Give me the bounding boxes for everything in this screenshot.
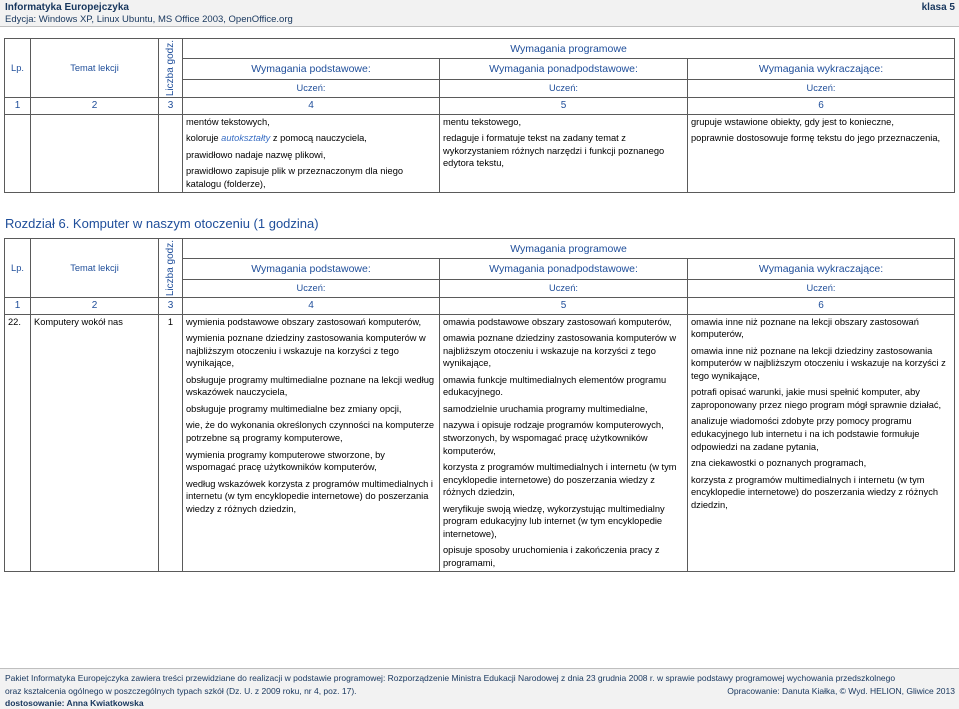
highlight-term: autokształty [221,133,271,144]
requirement-item: grupuje wstawione obiekty, gdy jest to konieczne, [691,116,894,127]
col-lp: Lp. [5,39,31,98]
requirement-item: wymienia podstawowe obszary zastosowań komputerów, [186,316,422,327]
lesson-number: 22. [5,314,31,571]
requirement-item: prawidłowo nadaje nazwę plikowi, [186,149,326,160]
column-number: 4 [183,298,440,315]
col-beyond: Wymagania wykraczające: [688,259,955,279]
requirement-item: analizuje wiadomości zdobyte przy pomocy programu edukacyjnego lub internetu i na ich podstawie formułuje odpowiedzi na zadane pytania, [691,416,920,452]
requirement-item: nazywa i opisuje rodzaje programów komputerowych, stworzonych, by wspomagać pracę użytkowników komputerów, [443,420,664,456]
requirement-item: omawia podstawowe obszary zastosowań komputerów, [443,316,672,327]
requirement-item: omawia poznane dziedziny zastosowania komputerów w najbliższym otoczeniu i wskazuje na korzyści z tego wynikające, [443,333,677,369]
requirement-item: omawia inne niż poznane na lekcji dziedziny zastosowania komputerów w najbliższym otoczeniu i wskazuje na korzyści z tego wynikające, [691,345,946,381]
header-subtitle: Edycja: Windows XP, Linux Ubuntu, MS Office 2003, OpenOffice.org [5,14,293,25]
col-hours [159,39,183,98]
requirement-item: omawia funkcje multimedialnych elementów programu edukacyjnego. [443,374,667,398]
table-row [5,114,955,192]
cell-topic [31,114,159,192]
col-topic: Temat lekcji [31,239,159,298]
column-number: 3 [159,298,183,315]
column-number: 1 [5,98,31,115]
footer-line-1: Pakiet Informatyka Europejczyka zawiera treści przewidziane do realizacji w podstawie programowej: Rozporządzenie Ministra Edukacji Narodowej z dnia 23 grudnia 2008 r. w sprawie podstawy programowej wychowania przedszkolnego [5,673,896,683]
requirement-item: redaguje i formatuje tekst na zadany temat z wykorzystaniem różnych narzędzi i funkcji poznanego edytora tekstu, [443,133,665,169]
column-number: 3 [159,98,183,115]
requirement-item: omawia inne niż poznane na lekcji obszary zastosowań komputerów, [691,316,919,340]
requirement-item: wymienia programy komputerowe stworzone, by wspomagać pracę użytkowników komputerów, [186,449,385,473]
column-number: 5 [440,298,688,315]
requirements-table-chapter [4,238,955,572]
requirement-item: wie, że do wykonania określonych czynności na komputerze potrzebne są programy komputerowe, [186,420,435,444]
lesson-topic: Komputery wokół nas [31,314,159,571]
cell-above-basic [440,114,688,192]
header-title: Informatyka Europejczyka [5,2,129,13]
col-above-basic: Wymagania ponadpodstawowe: [440,259,688,279]
chapter-heading: Rozdział 6. Komputer w naszym otoczeniu (1 godzina) [5,216,319,231]
column-number: 6 [688,98,955,115]
footer-line-3: dostosowanie: Anna Kwiatkowska [5,698,144,708]
column-number: 4 [183,98,440,115]
requirement-item: zna ciekawostki o poznanych programach, [691,458,867,469]
col-basic: Wymagania podstawowe: [183,59,440,79]
col-above-basic: Wymagania ponadpodstawowe: [440,59,688,79]
cell-above-basic [440,314,688,571]
student-label-1: Uczeń: [183,79,440,97]
student-label-3: Uczeń: [688,79,955,97]
requirement-item: weryfikuje swoją wiedzę, wykorzystując multimedialny program edukacyjny lub internet (w tym encyklopedie internetowe), [443,503,665,539]
requirement-item: mentów tekstowych, [186,116,270,127]
cell-beyond [688,314,955,571]
cell-hours [159,114,183,192]
requirement-item: korzysta z programów multimedialnych i internetu (w tym encyklopedie internetowe) do poszerzania wiedzy z różnych dziedzin, [443,462,677,498]
lesson-row [5,314,955,571]
col-hours-label: Liczba godz. [164,240,176,297]
requirement-item: opisuje sposoby uruchomienia i zakończenia pracy z programami, [443,545,660,568]
requirement-item: samodzielnie uruchamia programy multimedialne, [443,403,648,414]
lesson-hours: 1 [159,314,183,571]
header-class-label: klasa 5 [921,2,955,13]
column-number: 1 [5,298,31,315]
footer-line-2: oraz kształcenia ogólnego w poszczególnych typach szkół (Dz. U. z 2009 roku, nr 4, poz. 17). [5,686,357,696]
column-number-row [5,298,955,315]
column-number: 2 [31,298,159,315]
requirement-item: obsługuje programy multimedialne poznane na lekcji według wskazówek nauczyciela, [186,374,435,398]
col-hours-label: Liczba godz. [164,40,176,97]
cell-basic [183,114,440,192]
page-header [0,0,959,27]
program-requirements-heading: Wymagania programowe [183,239,955,259]
requirement-item: prawidłowo zapisuje plik w przeznaczonym dla niego katalogu (folderze), [186,166,404,189]
requirement-item: koloruje autokształty z pomocą nauczyciela, [186,133,367,144]
student-label-2: Uczeń: [440,279,688,297]
student-label-2: Uczeń: [440,79,688,97]
col-lp: Lp. [5,239,31,298]
student-label-3: Uczeń: [688,279,955,297]
col-basic: Wymagania podstawowe: [183,259,440,279]
column-number: 2 [31,98,159,115]
student-label-1: Uczeń: [183,279,440,297]
col-hours [159,239,183,298]
cell-basic [183,314,440,571]
requirement-item: według wskazówek korzysta z programów multimedialnych i internetu (w tym encyklopedie internetowe) do poszerzania wiedzy z różnych dziedzin, [186,478,433,514]
col-beyond: Wymagania wykraczające: [688,59,955,79]
program-requirements-heading: Wymagania programowe [183,39,955,59]
column-number: 6 [688,298,955,315]
page-footer [0,668,959,709]
column-number: 5 [440,98,688,115]
requirement-item: poprawnie dostosowuje formę tekstu do jego przeznaczenia, [691,133,941,144]
requirement-item: obsługuje programy multimedialne bez zmiany opcji, [186,403,402,414]
footer-credits: Opracowanie: Danuta Kiałka, © Wyd. HELION, Gliwice 2013 [727,686,955,696]
cell-lp [5,114,31,192]
column-number-row [5,98,955,115]
requirements-table-top [4,38,955,193]
cell-beyond [688,114,955,192]
requirement-item: korzysta z programów multimedialnych i internetu (w tym encyklopedie internetowe) do poszerzania wiedzy z różnych dziedzin, [691,474,939,510]
col-topic: Temat lekcji [31,39,159,98]
requirement-item: wymienia poznane dziedziny zastosowania komputerów w najbliższym otoczeniu i wskazuje na korzyści z tego wynikające, [186,333,426,369]
requirement-item: mentu tekstowego, [443,116,522,127]
requirement-item: potrafi opisać warunki, jakie musi spełnić komputer, aby zaproponowany przez niego program mógł sprawnie działać, [691,387,942,410]
